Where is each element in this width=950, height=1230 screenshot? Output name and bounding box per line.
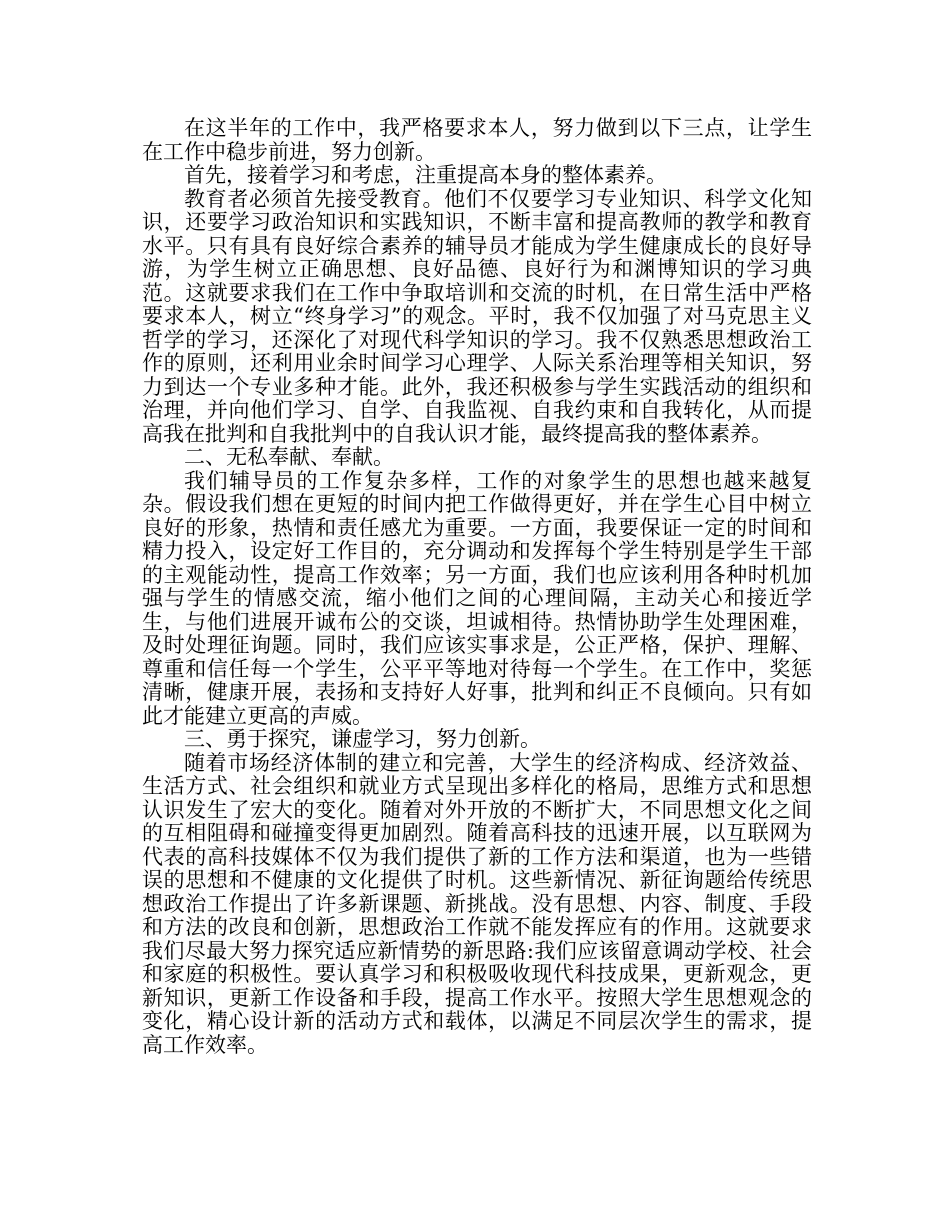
document-body [142, 117, 812, 1057]
paragraph-heading-3: 三、勇于探究，谦虚学习，努力创新。 [184, 727, 541, 751]
paragraph-heading-1: 首先，接着学习和考虑，注重提高本身的整体素养。 [184, 163, 667, 187]
paragraph-dedication: 我们辅导员的工作复杂多样，工作的对象学生的思想也越来越复杂。假设我们想在更短的时间内把工作做得更好，并在学生心目中树立良好的形象，热情和责任感尤为重要。一方面，我要保证一定的时间和精力投入，设定好工作目的，充分调动和发挥每个学生特别是学生干部的主观能动性，提高工作效率；另一方面，我们也应该利用各种时机加强与学生的情感交流，缩小他们之间的心理间隔，主动关心和接近学生，与他们进展开诚布公的交谈，坦诚相待。热情协助学生处理困难，及时处理征询题。同时，我们应该实事求是，公正严格，保护、理解、尊重和信任每一个学生，公平平等地对待每一个学生。在工作中，奖惩清晰，健康开展，表扬和支持好人好事，批判和纠正不良倾向。只有如此才能建立更高的声威。 [142, 468, 812, 728]
paragraph-education: 教育者必须首先接受教育。他们不仅要学习专业知识、科学文化知识，还要学习政治知识和实践知识，不断丰富和提高教师的教学和教育水平。只有具有良好综合素养的辅导员才能成为学生健康成长的良好导游，为学生树立正确思想、良好品德、良好行为和渊博知识的学习典范。这就要求我们在工作中争取培训和交流的时机，在日常生活中严格要求本人，树立“终身学习”的观念。平时，我不仅加强了对马克思主义哲学的学习，还深化了对现代科学知识的学习。我不仅熟悉思想政治工作的原则，还利用业余时间学习心理学、人际关系治理等相关知识，努力到达一个专业多种才能。此外，我还积极参与学生实践活动的组织和治理，并向他们学习、自学、自我监视、自我约束和自我转化，从而提高我在批判和自我批判中的自我认识才能，最终提高我的整体素养。 [142, 186, 812, 446]
paragraph-intro: 在这半年的工作中，我严格要求本人，努力做到以下三点，让学生在工作中稳步前进，努力创新。 [142, 116, 812, 164]
paragraph-innovation: 随着市场经济体制的建立和完善，大学生的经济构成、经济效益、生活方式、社会组织和就业方式呈现出多样化的格局，思维方式和思想认识发生了宏大的变化。随着对外开放的不断扩大，不同思想文化之间的互相阻碍和碰撞变得更加剧烈。随着高科技的迅速开展，以互联网为代表的高科技媒体不仅为我们提供了新的工作方法和渠道，也为一些错误的思想和不健康的文化提供了时机。这些新情况、新征询题给传统思想政治工作提出了许多新课题、新挑战。没有思想、内容、制度、手段和方法的改良和创新，思想政治工作就不能发挥应有的作用。这就要求我们尽最大努力探究适应新情势的新思路:我们应该留意调动学校、社会和家庭的积极性。要认真学习和积极吸收现代科技成果，更新观念，更新知识，更新工作设备和手段，提高工作水平。按照大学生思想观念的变化，精心设计新的活动方式和载体，以满足不同层次学生的需求，提高工作效率。 [142, 750, 812, 1057]
paragraph-heading-2: 二、无私奉献、奉献。 [184, 445, 394, 469]
